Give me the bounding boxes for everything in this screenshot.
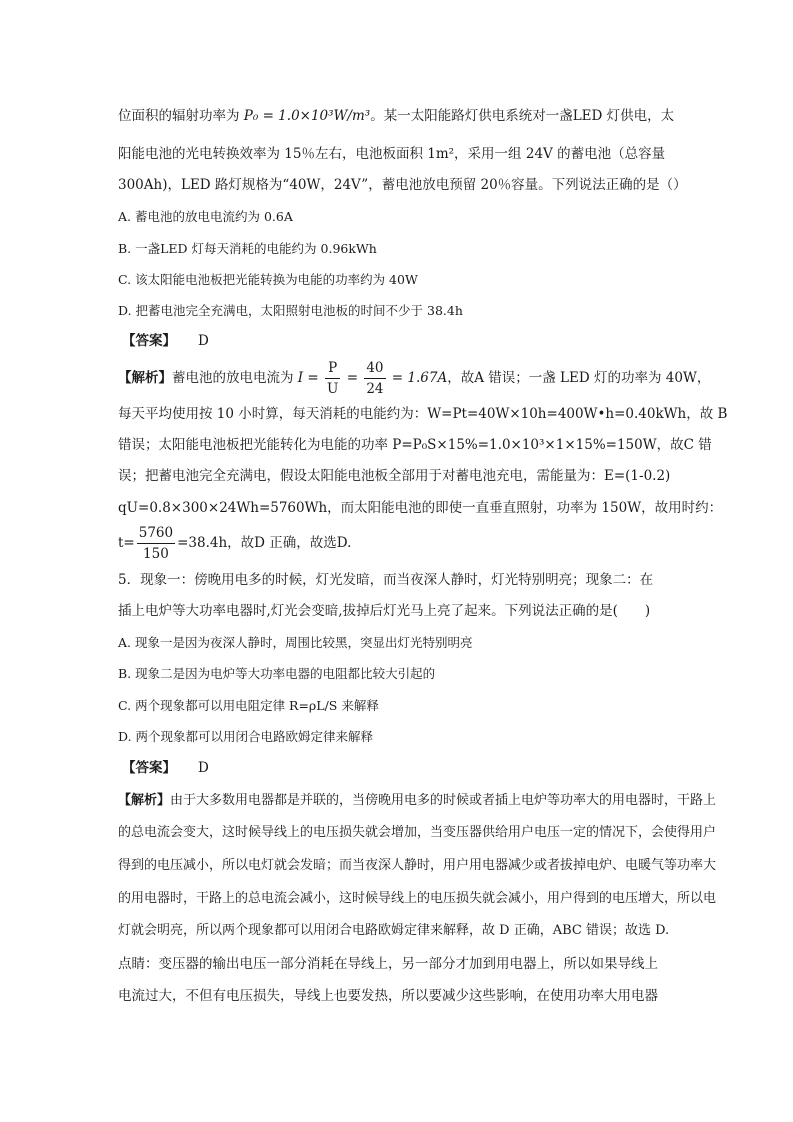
q4-answer-value: D bbox=[198, 333, 209, 349]
q4-current-rhs: = 1.67A bbox=[387, 370, 448, 386]
frac-5760: 5760 bbox=[137, 523, 175, 544]
q4-answer bbox=[122, 332, 209, 350]
q4-radiation-formula: P₀ = 1.0×10³W/m³ bbox=[243, 108, 371, 124]
q4-fraction-5760-over-150 bbox=[137, 523, 175, 564]
q4-current-lhs: I = bbox=[297, 370, 324, 386]
q5-text-line-2: 插上电炉等大功率电器时,灯光会变暗,拔掉后灯光马上亮了起来。下列说法正确的是( ) bbox=[118, 603, 651, 619]
q5-text-line-1: 5．现象一：傍晚用电多的时候，灯光发暗，而当夜深人静时，灯光特别明亮；现象二：在 bbox=[118, 572, 654, 588]
q4-text-line-3: 300Ah)，LED 路灯规格为“40W，24V”，蓄电池放电预留 20％容量。下列说法正确的是（） bbox=[118, 177, 687, 193]
q4-analysis-line-4: 误；把蓄电池完全充满电，假设太阳能电池板全部用于对蓄电池充电，需能量为：E=(1-0.2) bbox=[118, 468, 671, 484]
q4-analysis-line-1: 【解析】蓄电池的放电电流为 I = $\frac{P}{U}$ = $\frac{40}{24}$ = 1.67A，故A 错误；一盏 LED 灯的功率为 40W， bbox=[118, 360, 711, 397]
frac-40: 40 bbox=[364, 358, 385, 379]
q4-option-b: B. 一盏LED 灯每天消耗的电能约为 0.96kWh bbox=[118, 241, 377, 256]
q4-analysis-6-pre: t= bbox=[118, 535, 135, 551]
q5-answer-value: D bbox=[198, 760, 209, 776]
q5-analysis-line-1 bbox=[118, 792, 716, 810]
q4-analysis-line-6 bbox=[118, 523, 351, 564]
q5-answer-label: 【答案】 bbox=[122, 760, 176, 776]
q4-text-line-2: 阳能电池的光电转换效率为 15％左右，电池板面积 1m²，采用一组 24V 的蓄电池（总容量 bbox=[118, 146, 666, 162]
q5-option-d: D. 两个现象都可以用闭合电路欧姆定律来解释 bbox=[118, 729, 374, 744]
q5-option-c: C. 两个现象都可以用电阻定律 R=ρL/S 来解释 bbox=[118, 698, 379, 713]
q5-tip-line-2: 电流过大，不但有电压损失，导线上也要发热，所以要减少这些影响，在使用功率大用电器 bbox=[118, 988, 658, 1004]
q4-analysis-line-5: qU=0.8×300×24Wh=5760Wh，而太阳能电池的即使一直垂直照射，功率为 150W，故用时约： bbox=[118, 500, 723, 516]
q4-analysis-line-2: 每天平均使用按 10 小时算，每天消耗的电能约为：W=Pt=40W×10h=400W•h=0.40kWh，故 B bbox=[118, 406, 728, 422]
q5-analysis-line-3: 得到的电压减小，所以电灯就会发暗；而当夜深人静时，用户用电器减少或者拔掉电炉、电暖气等功率大 bbox=[118, 858, 717, 873]
q4-option-d: D. 把蓄电池完全充满电，太阳照射电池板的时间不少于 38.4h bbox=[118, 303, 463, 318]
q4-analysis-1-post: ，故A 错误；一盏 LED 灯的功率为 40W， bbox=[447, 370, 711, 386]
q5-analysis-label: 【解析】 bbox=[118, 793, 171, 808]
q4-fraction-p-over-u bbox=[325, 358, 340, 399]
q5-analysis-line-4: 的用电器时，干路上的总电流会减小，这时候导线上的电压损失就会减小，用户得到的电压增大，所以电 bbox=[118, 891, 717, 906]
q5-option-b: B. 现象二是因为电炉等大功率电器的电阻都比较大引起的 bbox=[118, 666, 436, 681]
q4-option-c: C. 该太阳能电池板把光能转换为电能的功率约为 40W bbox=[118, 272, 418, 287]
q4-text-line-1 bbox=[118, 107, 674, 125]
q4-fraction-40-over-24 bbox=[364, 358, 385, 399]
frac-150: 150 bbox=[143, 546, 169, 562]
frac-u: U bbox=[327, 381, 339, 397]
q4-analysis-1-pre: 蓄电池的放电电流为 bbox=[172, 370, 298, 386]
q4-option-a: A. 蓄电池的放电电流约为 0.6A bbox=[118, 209, 293, 224]
q5-analysis-line-5: 灯就会明亮，所以两个现象都可以用闭合电路欧姆定律来解释，故 D 正确，ABC 错误；故选 D. bbox=[118, 923, 670, 938]
q4-line1-post: 。某一太阳能路灯供电系统对一盏LED 灯供电，太 bbox=[370, 108, 675, 124]
q5-tip-line-1: 点睛：变压器的输出电压一部分消耗在导线上，另一部分才加到用电器上，所以如果导线上 bbox=[118, 956, 658, 972]
q5-option-a: A. 现象一是因为夜深人静时，周围比较黑，突显出灯光特别明亮 bbox=[118, 635, 473, 650]
q5-analysis-line-2: 的总电流会变大，这时候导线上的电压损失就会增加，当变压器供给用户电压一定的情况下，会使得用户 bbox=[118, 825, 717, 840]
q4-line1-pre: 位面积的辐射功率为 bbox=[118, 108, 244, 124]
frac-24: 24 bbox=[366, 381, 384, 397]
q5-analysis-1-text: 由于大多数用电器都是并联的，当傍晚用电多的时候或者插上电炉等功率大的用电器时，干路上 bbox=[170, 793, 717, 808]
q4-analysis-6-post: =38.4h，故D 正确，故选D. bbox=[177, 535, 352, 551]
q4-analysis-label: 【解析】 bbox=[118, 370, 172, 386]
frac-p: P bbox=[325, 358, 340, 379]
q4-answer-label: 【答案】 bbox=[122, 333, 176, 349]
q4-analysis-line-3: 错误；太阳能电池板把光能转化为电能的功率 P=P₀S×15%=1.0×10³×1×15%=150W，故C 错 bbox=[118, 437, 712, 453]
q5-answer bbox=[122, 759, 209, 777]
